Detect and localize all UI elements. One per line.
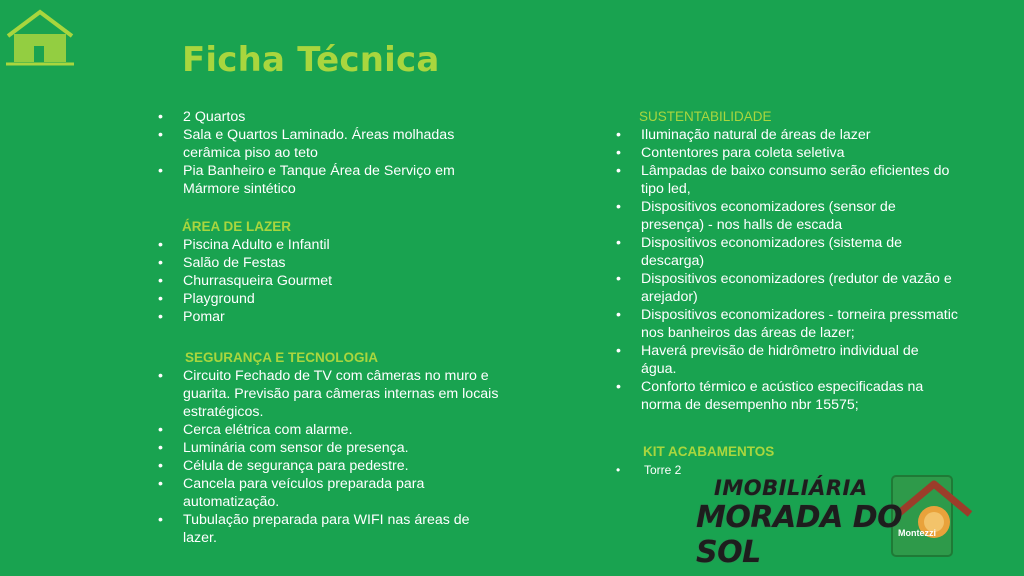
list-item: • Dispositivos economizadores (redutor de vazão e arejador) [616,270,966,306]
list-item: • Conforto térmico e acústico especificadas na norma de desempenho nbr 15575; [616,378,956,414]
list-item: • Lâmpadas de baixo consumo serão eficientes do tipo led, [616,162,966,198]
page-title: Ficha Técnica [182,40,440,80]
list-item: • Cancela para veículos preparada para automatização. [158,475,458,511]
corner-logo-icon [4,6,76,68]
list-item: • Playground [158,290,508,308]
lazer-heading: ÁREA DE LAZER [182,219,292,234]
list-item: • Circuito Fechado de TV com câmeras no muro e guarita. Previsão para câmeras internas em locais estratégicos. [158,367,503,421]
list-item: • 2 Quartos [158,108,508,126]
logo-badge: Montezzi [898,528,936,538]
sustentabilidade-heading: SUSTENTABILIDADE [639,109,772,124]
list-item: • Dispositivos economizadores (sistema de descarga) [616,234,936,270]
sustentabilidade-list [616,126,966,414]
kit-heading: KIT ACABAMENTOS [643,444,775,459]
list-item: • Tubulação preparada para WIFI nas áreas de lazer. [158,511,503,547]
list-item: • Sala e Quartos Laminado. Áreas molhadas cerâmica piso ao teto [158,126,478,162]
list-item: • Pia Banheiro e Tanque Área de Serviço em Mármore sintético [158,162,458,198]
lazer-section [158,218,508,326]
brand-logo [694,462,974,570]
list-item: • Cerca elétrica com alarme. [158,421,503,439]
lazer-list [158,236,508,326]
list-item: • Dispositivos economizadores (sensor de presença) - nos halls de escada [616,198,936,234]
list-item: • Luminária com sensor de presença. [158,439,503,457]
list-item: • Churrasqueira Gourmet [158,272,508,290]
list-item: • Haverá previsão de hidrômetro individual de água. [616,342,956,378]
seguranca-heading: SEGURANÇA E TECNOLOGIA [185,350,379,365]
list-item: • Piscina Adulto e Infantil [158,236,508,254]
list-item: • Torre 2 [616,461,966,479]
list-item: • Iluminação natural de áreas de lazer [616,126,966,144]
logo-text-main: MORADA DO SOL [696,500,903,570]
seguranca-section [158,349,508,547]
main-features-list [158,108,508,198]
sustentabilidade-section [616,108,966,414]
list-item: • Célula de segurança para pedestre. [158,457,503,475]
list-item: • Dispositivos economizadores - torneira pressmatic nos banheiros das áreas de lazer; [616,306,961,342]
list-item: • Pomar [158,308,508,326]
list-item: • Salão de Festas [158,254,508,272]
logo-text-top: IMOBILIÁRIA [714,476,868,500]
main-features [158,108,508,198]
seguranca-list [158,367,503,547]
list-item: • Contentores para coleta seletiva [616,144,966,162]
